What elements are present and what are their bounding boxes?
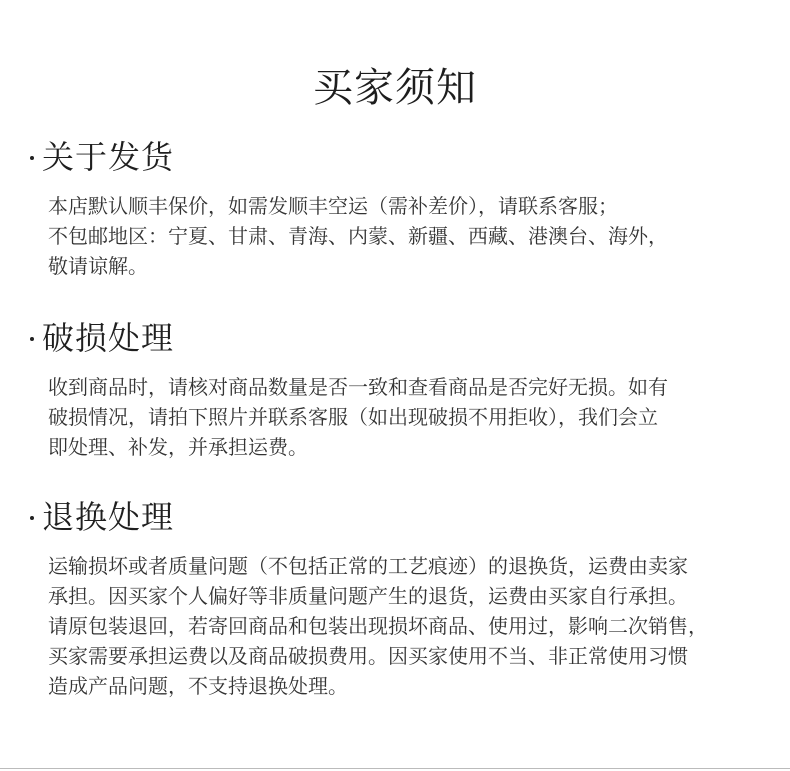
bottom-divider [0,768,790,769]
body-line: 运输损坏或者质量问题（不包括正常的工艺痕迹）的退换货，运费由卖家 [48,554,688,578]
body-line: 不包邮地区：宁夏、甘肃、青海、内蒙、新疆、西藏、港澳台、海外， [48,224,668,248]
bullet-dot-icon [30,337,34,341]
body-line: 敬请谅解。 [48,254,148,278]
section-shipping [30,137,770,281]
section-body [48,551,770,701]
section-body [48,191,770,281]
section-returns [30,497,770,701]
page-title: 买家须知 [313,65,477,111]
section-heading-text: 退换处理 [42,498,175,536]
body-line: 即处理、补发，并承担运费。 [48,435,308,459]
body-line: 本店默认顺丰保价，如需发顺丰空运（需补差价），请联系客服； [48,194,618,218]
body-line: 收到商品时，请核对商品数量是否一致和查看商品是否完好无损。如有 [48,375,668,399]
section-heading [30,318,770,358]
body-line: 买家需要承担运费以及商品破损费用。因买家使用不当、非正常使用习惯 [48,644,688,668]
section-heading [30,497,770,537]
body-line: 承担。因买家个人偏好等非质量问题产生的退货，运费由买家自行承担。 [48,584,688,608]
section-heading-text: 破损处理 [42,319,175,357]
bullet-dot-icon [30,516,34,520]
section-heading [30,137,770,177]
section-heading-text: 关于发货 [42,138,175,176]
section-body [48,372,770,462]
body-line: 请原包装退回，若寄回商品和包装出现损坏商品、使用过，影响二次销售， [48,614,708,638]
body-line: 造成产品问题，不支持退换处理。 [48,674,348,698]
bullet-dot-icon [30,156,34,160]
section-damage [30,318,770,462]
body-line: 破损情况，请拍下照片并联系客服（如出现破损不用拒收），我们会立 [48,405,658,429]
